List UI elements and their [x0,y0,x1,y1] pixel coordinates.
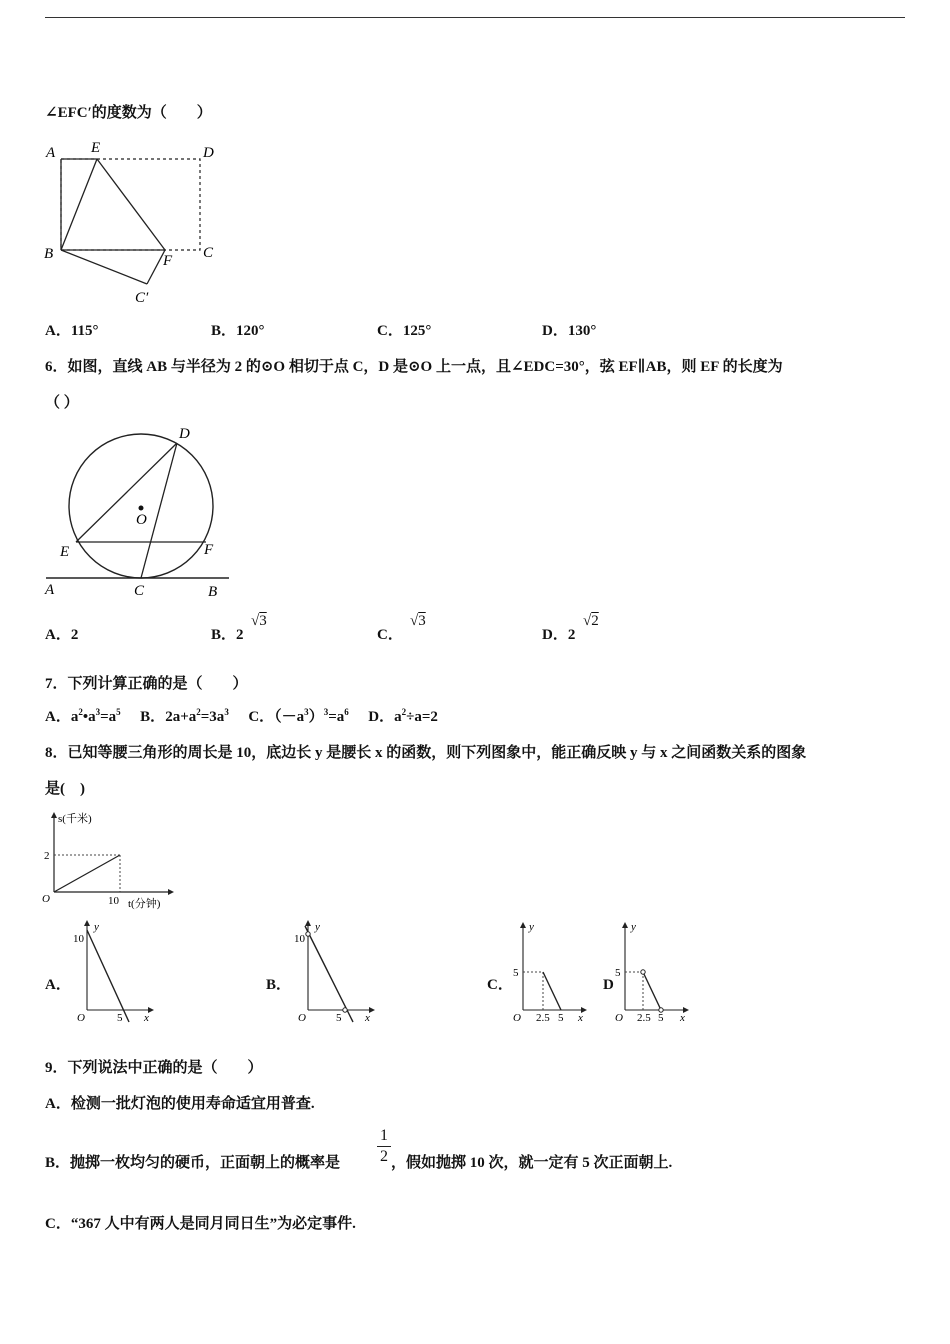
label-E: E [60,544,70,560]
q7-options [45,707,438,727]
graph-c-y-axis: y [529,921,534,933]
graph-c-x-tick-2: 5 [558,1012,564,1024]
ref-x-label: t(分钟) [128,898,161,910]
graph-d-y-axis: y [631,921,636,933]
graph-d-origin: O [615,1012,623,1024]
ref-origin: O [42,893,50,905]
label-C: C [134,583,145,599]
q5-option-b: B．120° [211,323,265,339]
graph-a-origin: O [77,1012,85,1024]
graph-b-x-tick: 5 [336,1012,342,1024]
q8-reference-graph [40,810,180,910]
label-F: F [163,253,173,269]
q9-stem: 9．下列说法中正确的是（ ） [45,1060,263,1076]
graph-d-x-tick-2: 5 [658,1012,664,1024]
q6-figure [40,422,240,602]
graph-b-y-axis: y [315,921,320,933]
fraction-numerator: 1 [380,1127,388,1144]
label-A: A [46,145,56,161]
q9-option-b-pre: B．抛掷一枚均匀的硬币，正面朝上的概率是 [45,1155,341,1171]
graph-c-x-axis: x [578,1012,583,1024]
q7-option-c: C．$(-a^3)^3=a^6$ [248,707,349,725]
label-C: C [203,245,214,261]
q8-graph-b [291,918,381,1026]
q5-option-a: A．115° [45,323,99,339]
ref-y-tick: 2 [44,850,50,862]
q6-option-c-sqrt: √3 [410,613,426,629]
q6-option-c: C． [377,627,403,643]
q8-stem-cont: 是( ) [45,781,85,797]
label-D: D [179,426,190,442]
q5-option-d: D．130° [542,323,597,339]
graph-a-x-axis: x [144,1012,149,1024]
q7-option-a: A．$a^2•a^3=a^5$ [45,707,121,725]
q8-graph-a [70,918,160,1026]
label-F: F [204,542,214,558]
graph-d-x-axis: x [680,1012,685,1024]
q6-option-b-sqrt: √3 [251,613,267,629]
label-E: E [91,140,101,156]
graph-c-x-tick-1: 2.5 [536,1012,550,1024]
q6-option-d-sqrt: √2 [583,613,599,629]
q6-option-d: D．2 [542,627,576,643]
q6-stem: 6．如图，直线 AB 与半径为 2 的⊙O 相切于点 C，D 是⊙O 上一点，且∠EDC=30°，弦 EF∥AB，则 EF 的长度为 [45,359,783,375]
graph-d-y-tick: 5 [615,967,621,979]
q5-option-c: C．125° [377,323,432,339]
q5-stem: ∠EFC′的度数为（ ） [45,105,212,121]
q9-option-b-post: ，假如抛掷 10 次，就一定有 5 次正面朝上. [391,1155,673,1171]
graph-b-x-axis: x [365,1012,370,1024]
q5-figure [40,135,230,310]
radicand: 3 [259,613,267,629]
fraction-denominator: 2 [380,1148,388,1165]
q8-graph-c [505,918,595,1026]
q6-option-a: A．2 [45,627,79,643]
label-O: O [136,512,147,528]
label-B: B [208,584,218,600]
q9-option-c: C．“367 人中有两人是同月同日生”为必定事件. [45,1216,356,1232]
q7-option-b: B．$2a+a^2=3a^3$ [140,707,229,725]
q8-option-a-label: A． [45,977,71,993]
q8-graph-d [605,918,695,1026]
graph-a-y-tick: 10 [73,933,84,945]
label-B: B [44,246,54,262]
label-D: D [203,145,214,161]
q8-option-d-label: D [603,977,614,993]
graph-a-x-tick: 5 [117,1012,123,1024]
q8-stem: 8．已知等腰三角形的周长是 10，底边长 y 是腰长 x 的函数，则下列图象中，能正确反映 y 与 x 之间函数关系的图象 [45,745,807,761]
label-A: A [45,582,55,598]
q6-option-b: B．2 [211,627,244,643]
graph-c-origin: O [513,1012,521,1024]
radicand: 3 [418,613,426,629]
ref-y-label: s(千米) [58,813,92,825]
q8-option-b-label: B． [266,977,292,993]
ref-x-tick: 10 [108,895,119,907]
q7-stem: 7．下列计算正确的是（ ） [45,676,248,692]
q9-fraction [377,1127,391,1166]
radicand: 2 [591,613,599,629]
graph-d-x-tick-1: 2.5 [637,1012,651,1024]
q7-option-d: D．$a^2\div a=2$ [368,707,438,725]
q9-option-a: A．检测一批灯泡的使用寿命适宜用普查. [45,1096,315,1112]
graph-a-y-axis: y [94,921,99,933]
label-C-prime: C′ [135,290,149,306]
graph-c-y-tick: 5 [513,967,519,979]
graph-b-origin: O [298,1012,306,1024]
q6-stem-cont: （ ） [45,395,79,411]
header-rule [45,17,905,18]
graph-b-y-tick: 10 [294,933,305,945]
q8-option-c-label: C． [487,977,513,993]
